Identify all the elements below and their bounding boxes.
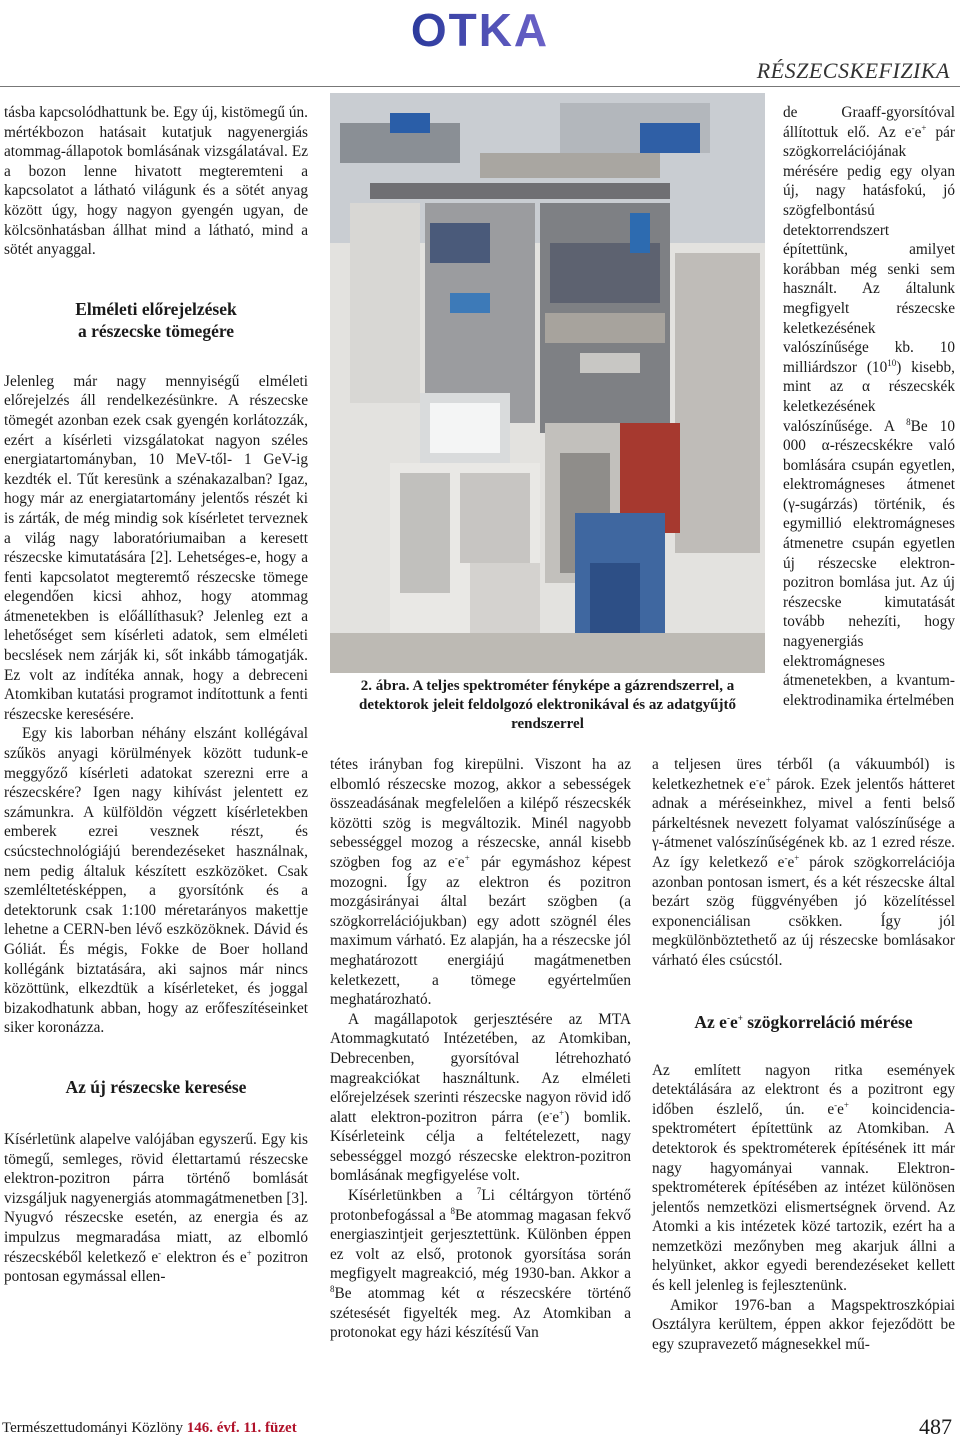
paragraph: tásba kapcsolódhattunk be. Egy új, kistömegű ún. mértékbozon hatásait kutatjuk nagyenergiás atommag-állapotok bomlásának vizsgálatával. Ez a bozon lenne hivatott megteremteni a kapcsolatot a látható világunk és a sötét anyag között úgy, hogy nagyon gyengén ugyan, de kölcsönhatásban állhat mind a látható, mind a sötét anyaggal. xyxy=(4,104,308,259)
section-heading: Az e-e+ szögkorreláció mérése xyxy=(694,1011,913,1032)
otka-logo xyxy=(398,6,562,54)
paragraph: Jelenleg már nagy mennyiségű elméleti előrejelzés áll rendelkezésünkre. A részecske tömegét azonban ezek csak gyengén korlátozzák, ezért a kísérleti vizsgálatokat nagyon széles energiatartományban, 10 MeV-től- 1 GeV-ig kezdték el. Tűt keresünk a szénakazalban? Igaz, hogy már az energiatartomány jelentős részét ki is zárták, de még mindig sok kísérletet terveznek a világ nagy laboratóriumaiban a keresett részecske kimutatására [2]. Lehetséges-e, hogy a fenti kapcsolatot megteremtő részecske tömege elegendően kicsi ahhoz, hogy atommag átmenetekben is előállíthasuk? Jelenleg ezt a lehetőséget sem kísérleti adatok, sem elméleti becslések nem zárják ki, sőt inkább támogatják. Ez volt az indítéka annak, hogy a debreceni Atomkiban kutatási programot indítottunk a fenti részecske keresésére. xyxy=(4,372,308,723)
paragraph: de Graaff-gyorsítóval állítottuk elő. Az e-e+ pár szögkorrelációjának mérésére pedig egy olyan új, nagy hatásfokú, jó szögfelbontású detektorrendszert építettünk, amilyet korábban még senki sem használt. Az általunk megfigyelt részecske keletkezésének valószínűsége kb. 10 milliárdszor $(10^{10})$ kisebb, mint az α részecskék keletkezésének valószínűsége. A $^8$Be 10 000 α-részecskékre való bomlására csupán egyetlen, elektromágneses átmenet (γ-sugárzás) történik, és egymillió elektromágneses átmenetre csupán egyetlen új részecske elektron-pozitron bomlása jut. Az új részecske kimutatását tovább nehezíti, hogy nagyenergiás elektromágneses átmenetekben, a kvantum-elektrodinamika értelmében xyxy=(783,104,955,709)
paragraph: A magállapotok gerjesztésére az MTA Atommagkutató Intézetében, az Atomkiban, Debrecenben, gyorsítóval létrehozható magreakciókat használtunk. Az elméleti előrejelzések szerinti részecske nagyon rövid idő alatt elektron-pozitron párra (e-e+) bomlik. Kísérleteink célja a feltételezett, nagy sebességgel mozgó részecske elektron-pozitron bomlásának megfigyelése volt. xyxy=(330,1010,631,1185)
volume-label: 146. évf. 11. füzet xyxy=(186,1420,297,1436)
column-3-bottom xyxy=(652,755,955,1354)
paragraph: Amikor 1976-ban a Magspektroszkópiai Osztályra kerültem, éppen akkor fejeződött be egy szupravezető mágnesekkel mű- xyxy=(652,1296,955,1353)
spectrometer-photo xyxy=(330,93,765,673)
paragraph: Az említett nagyon ritka események detektálására az elektront és a pozitront egy időben észlelő, ún. e-e+ koincidencia-spektrométert építettünk az Atomkiban. A detektorok és spektrométerek építésének itt már nagy hagyományai vannak. Elektron-spektrométerek építésében az intézet különösen jelentős nemzetközi elismertségnek örvend. Az Atomki a kis intézetek közé tartozik, ezért ha a nemzetközi mezőnyben meg akarjuk állni a helyünket, akkor egyedi berendezéseket kellett és kell jelenleg is fejlesztenünk. xyxy=(652,1061,956,1295)
journal-footer: Természettudományi Közlöny 146. évf. 11. füzet xyxy=(2,1420,297,1436)
paragraph: tétes irányban fog kirepülni. Viszont ha az elbomló részecske mozog, akkor a sebességek összeadásának megfelelően a kilépő részecskék közötti szög is megváltozik. Minél nagyobb sebességgel mozog a részecske, annál kisebb szögben fog az e-e+ pár egymáshoz képest mozogni. Így az elektron és pozitron mozgásirányai által bezárt szögben (a szögkorrelációjukban) egy adott szögnél éles maximum várható. Ez alapján, ha a részecske jól meghatározott energiájú magátmenetben keletkezett, a tömege egyértelműen meghatározható. xyxy=(330,756,631,1009)
page-number: 487 xyxy=(919,1414,952,1439)
section-heading: Elméleti előrejelzések a részecske tömegére xyxy=(75,298,237,341)
paragraph: a teljesen üres térből (a vákuumból) is keletkezhetnek e-e+ párok. Ezek jelentős hátteret adnak a méréseinkhez, mivel a fenti belső párkeltésnek nevezett folyamat valószínűsége a γ-átmenet valószínűségének kb. az 1 ezred része. Az így keletkező e-e+ párok szögkorrelációja azonban pontosan ismert, és a két részecske által bezárt szög függvényében jó közelítéssel exponenciálisan csökken. Így jól megkülönböztethető az új részecske bomlásakor várható éles csúcstól. xyxy=(652,756,955,969)
paragraph: Egy kis laborban néhány elszánt kollégával szűkös anyagi körülmények között tudunk-e meggyőző kísérleti adatokat szerezni erre a részecskére? Igen nagy kihívást jelentett ez számunkra. A külföldön végzett kísérletekben emberek ezrei vesznek részt, és csúcstechnológiájú berendezéseket használnak, nem pedig általuk készített eszközöket. Csak szemléltetésképpen, a gyorsítónk és a detektorunk csak 1:100 méretarányos makettje lehetne a CERN-ben lévő eszközöknek. Dávid és Góliát. És mégis, Fokke de Boer holland kollégánk biztatására, aki sajnos már nincs közöttünk, elkezdtük a kísérleteket, és joggal bizakodhatunk abban, hogy az erőfeszítéseinket siker koronázza. xyxy=(4,725,308,1037)
column-1 xyxy=(4,103,308,1287)
header-rule xyxy=(0,86,960,87)
logo-text: OTKA xyxy=(410,6,550,54)
column-2 xyxy=(330,755,631,1343)
section-title: RÉSZECSKEFIZIKA xyxy=(756,58,950,83)
column-3-top xyxy=(783,103,955,710)
paragraph: Kísérletünk alapelve valójában egyszerű. Egy kis tömegű, semleges, rövid élettartamú részecske elektron-pozitron párra történő bomlását vizsgáljuk nagyenergiás atommagátmenetben [3]. Nyugvó részecske esetén, az energia és az impulzus megmaradása miatt, az elbomló részecskéből keletkező e- elektron és e+ pozitron pontosan egymással ellen- xyxy=(4,1130,309,1286)
section-heading: Az új részecske keresése xyxy=(65,1076,247,1097)
paragraph: Kísérletünkben a $^7$Li céltárgyon történő protonbefogással a $^8$Be atommag magasan fekvő energiaszintjeit gerjesztettünk. Különben éppen ez volt az első, protonok gyorsítása során megfigyelt magreakció, még 1930-ban. Akkor a $^8$Be atommag két α részecskére történő szétesését figyelték meg. Az Atomkiban a protonokat egy házi készítésű Van xyxy=(330,1185,631,1342)
figure-caption: 2. ábra. A teljes spektrométer fényképe a gázrendszerrel, a detektorok jeleit feldolgozó elektronikával és az adatgyűjtő rendszerrel xyxy=(359,678,736,732)
